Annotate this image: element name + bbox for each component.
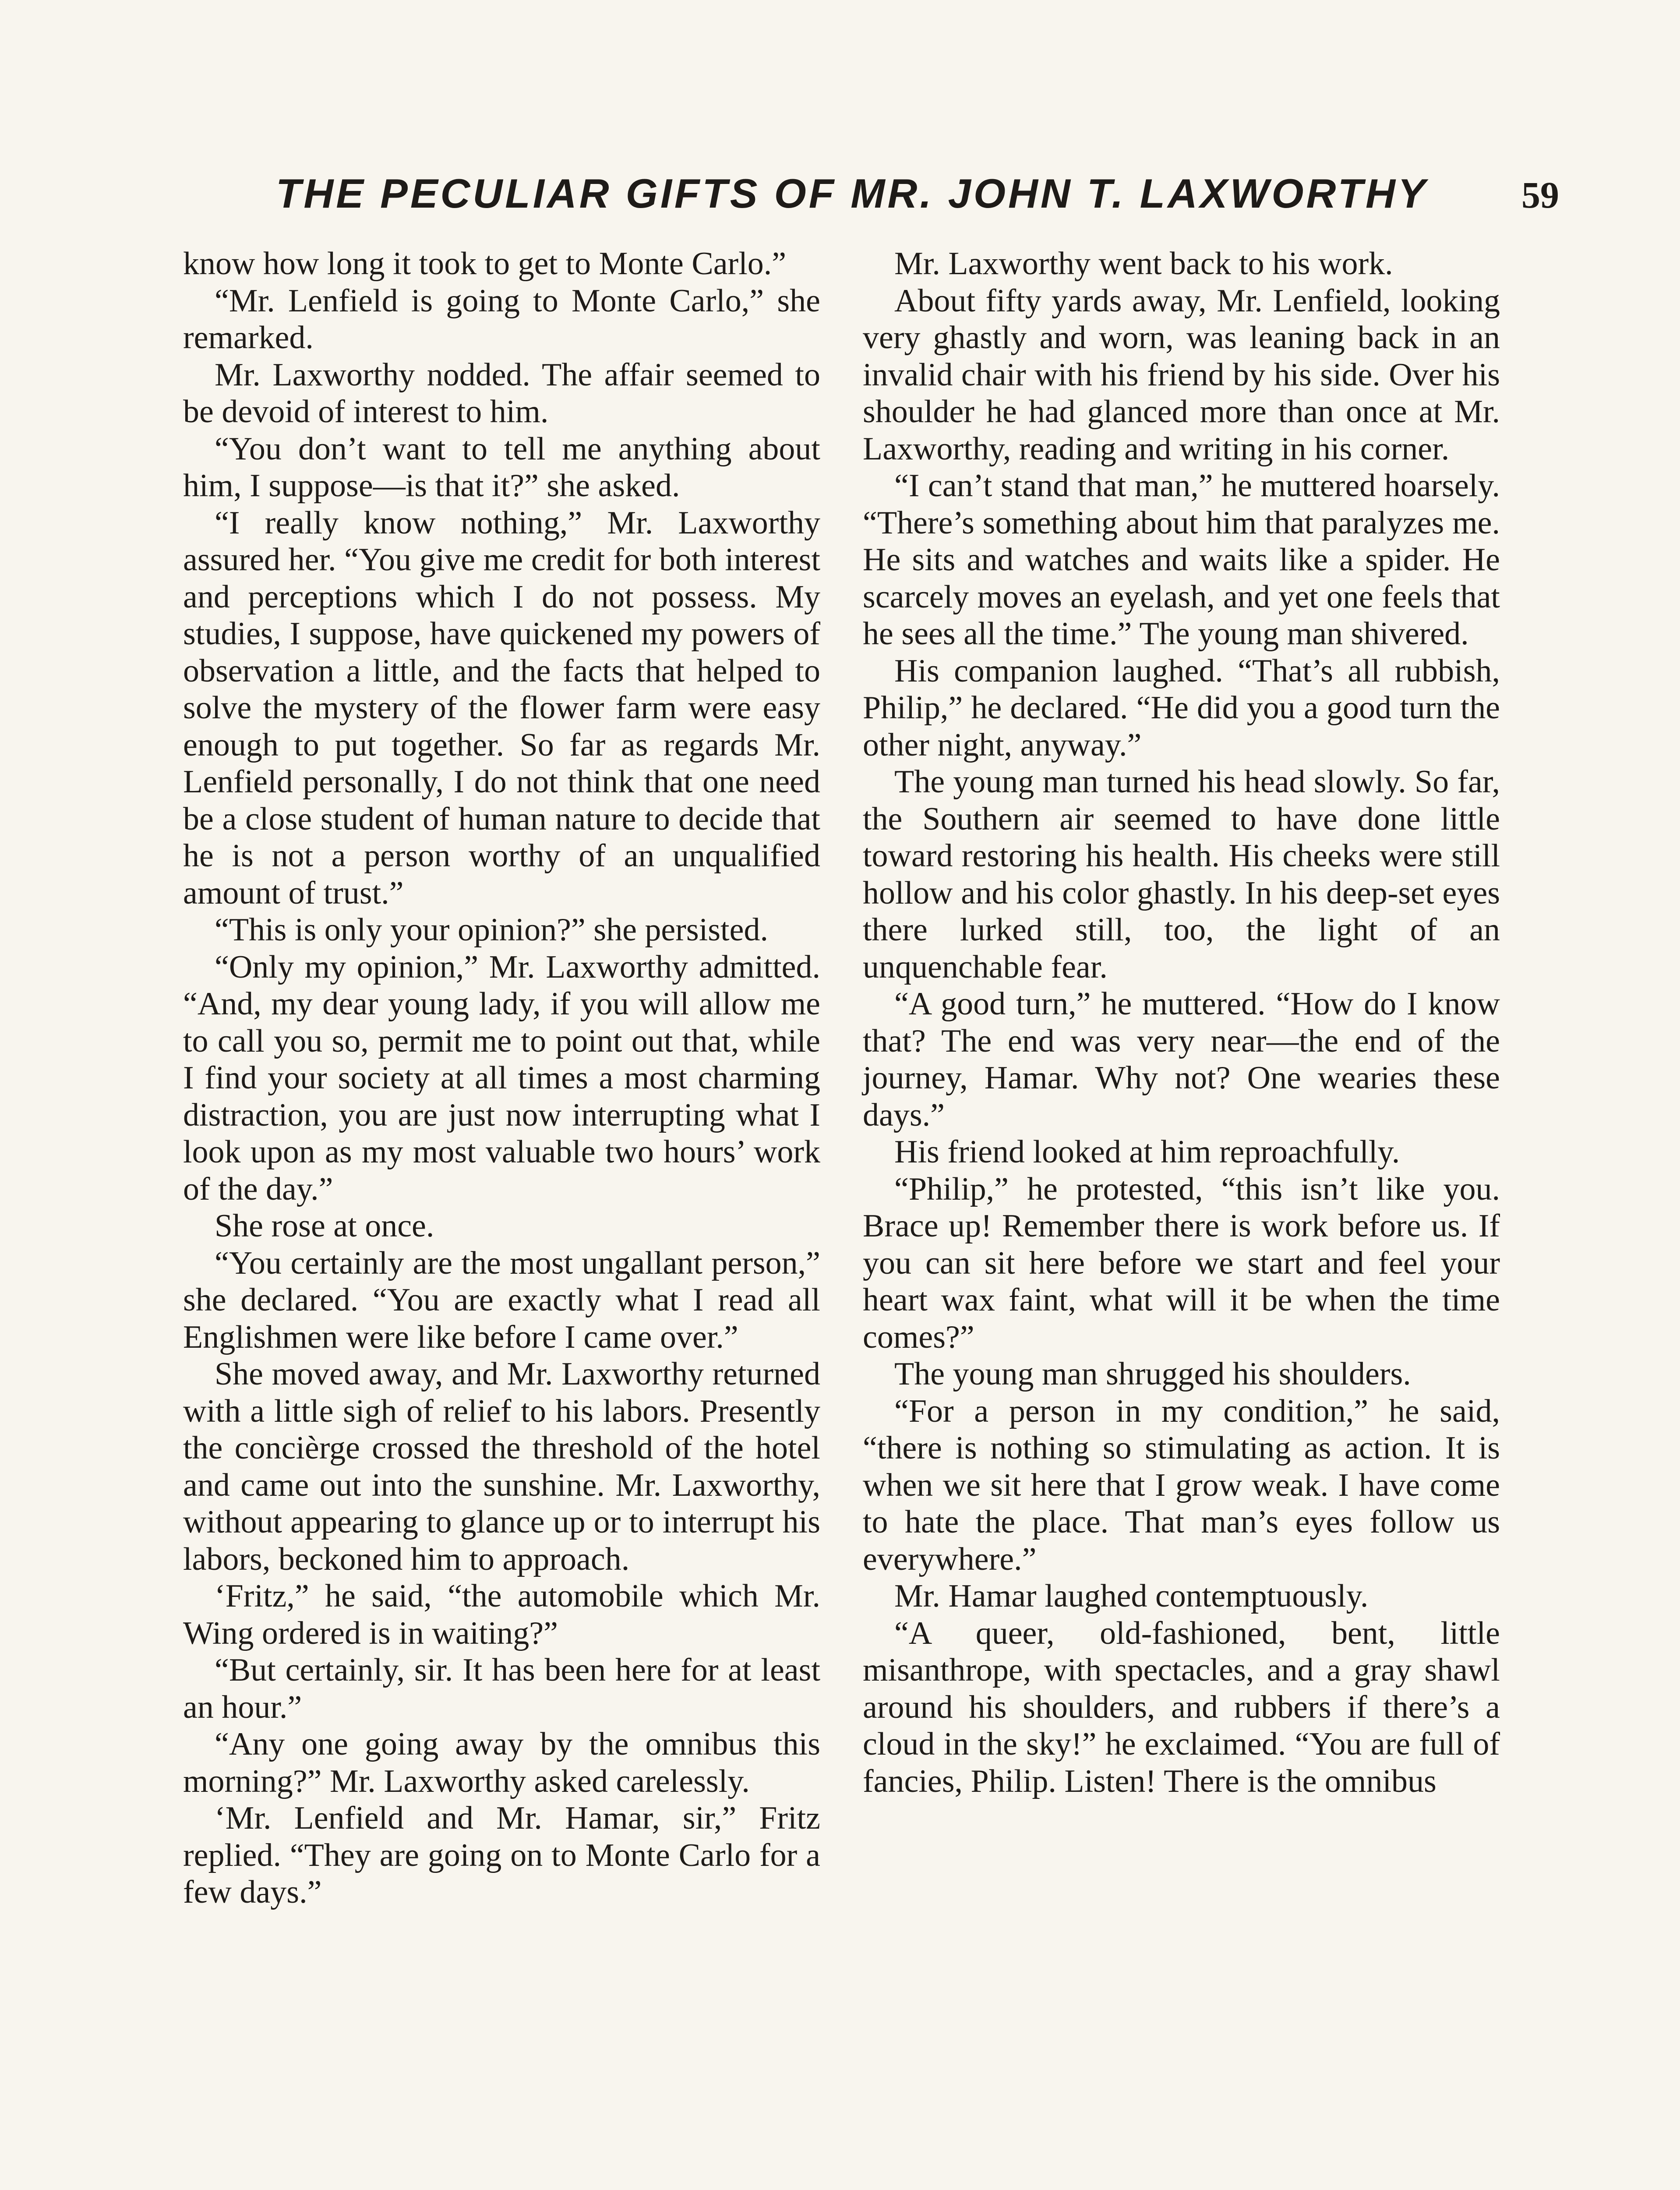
paragraph: “For a person in my condition,” he said, “there is nothing so stimulating as action. It is when we sit here that I grow weak. I have come to hate the place. That man’s eyes follow us everywhere.” [863,1393,1500,1577]
paragraph: know how long it took to get to Monte Carlo.” [183,246,787,282]
paragraph: “A good turn,” he muttered. “How do I know that? The end was very near—the end of the journey, Hamar. Why not? One wearies these days.” [863,986,1500,1133]
paragraph: “This is only your opinion?” she persisted. [215,912,768,948]
paragraph: His friend looked at him reproachfully. [894,1134,1400,1170]
paragraph: “Philip,” he protested, “this isn’t like you. Brace up! Remember there is work before us. If you can sit here before we start and feel your heart wax faint, what will it be when the time comes?” [863,1171,1500,1355]
paragraph: “You certainly are the most ungallant person,” she declared. “You are exactly what I read all Englishmen were like before I came over.” [183,1245,820,1355]
paragraph: Mr. Hamar laughed contemptuously. [894,1578,1369,1614]
paragraph: ‘Mr. Lenfield and Mr. Hamar, sir,” Fritz replied. “They are going on to Monte Carlo for a few days.” [183,1800,820,1910]
paragraph: “I really know nothing,” Mr. Laxworthy assured her. “You give me credit for both interest and perceptions which I do not possess. My studies, I suppose, have quickened my powers of observation a little, and the facts that helped to solve the mystery of the flower farm were easy enough to put together. So far as regards Mr. Lenfield personally, I do not think that one need be a close student of human nature to decide that he is not a person worthy of an unqualified amount of trust.” [183,505,820,911]
page-number: 59 [1521,174,1559,216]
paragraph: About fifty yards away, Mr. Lenfield, looking very ghastly and worn, was leaning back in an invalid chair with his friend by his side. Over his shoulder he had glanced more than once at Mr. Laxworthy, reading and writing in his corner. [863,283,1500,467]
paragraph: “A queer, old-fashioned, bent, little misanthrope, with spectacles, and a gray shawl around his shoulders, and rubbers if there’s a cloud in the sky!” he exclaimed. “You are full of fancies, Philip. Listen! There is the omnibus [863,1615,1500,1799]
paragraph: “Only my opinion,” Mr. Laxworthy admitted. “And, my dear young lady, if you will allow me to call you so, permit me to point out that, while I find your society at all times a most charming distraction, you are just now interrupting what I look upon as my most valuable two hours’ work of the day.” [183,949,820,1207]
paragraph: “You don’t want to tell me anything about him, I suppose—is that it?” she asked. [183,431,820,504]
paragraph: The young man turned his head slowly. So far, the Southern air seemed to have done little toward restoring his health. His cheeks were still hollow and his color ghastly. In his deep-set eyes there lurked still, too, the light of an unquenchable fear. [863,764,1500,985]
paragraph: She rose at once. [215,1208,434,1244]
paragraph: “But certainly, sir. It has been here for at least an hour.” [183,1652,820,1725]
paragraph: The young man shrugged his shoulders. [894,1356,1411,1392]
left-column [183,245,820,1911]
paragraph: ‘Fritz,” he said, “the automobile which Mr. Wing ordered is in waiting?” [183,1578,820,1651]
paragraph: “I can’t stand that man,” he muttered hoarsely. “There’s something about him that paralyzes me. He sits and watches and waits like a spider. He scarcely moves an eyelash, and yet one feels that he sees all the time.” The young man shivered. [863,468,1500,652]
running-title: THE PECULIAR GIFTS OF MR. JOHN T. LAXWORTHY [276,170,1428,216]
paragraph: “Any one going away by the omnibus this morning?” Mr. Laxworthy asked carelessly. [183,1726,820,1799]
paragraph: She moved away, and Mr. Laxworthy returned with a little sigh of relief to his labors. Presently the concièrge crossed the threshold of the hotel and came out into the sunshine. Mr. Laxworthy, without appearing to glance up or to interrupt his labors, beckoned him to approach. [183,1356,820,1577]
right-column [863,245,1500,1800]
paragraph: “Mr. Lenfield is going to Monte Carlo,” she remarked. [183,283,820,356]
paragraph: Mr. Laxworthy nodded. The affair seemed to be devoid of interest to him. [183,357,820,430]
paragraph: His companion laughed. “That’s all rubbish, Philip,” he declared. “He did you a good turn the other night, anyway.” [863,653,1500,763]
running-header [276,170,1559,217]
paragraph: Mr. Laxworthy went back to his work. [894,246,1393,282]
